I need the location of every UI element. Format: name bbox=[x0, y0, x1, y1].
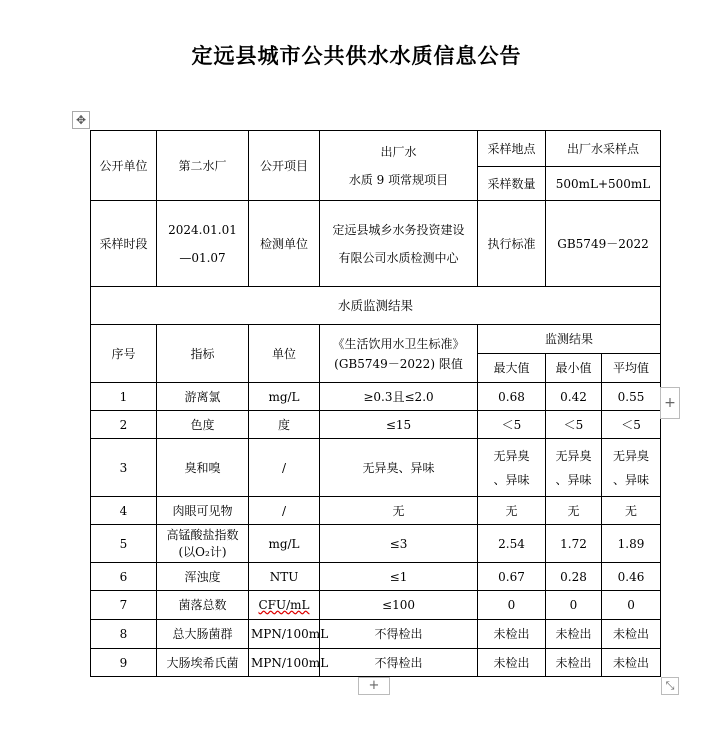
row-indicator: 臭和嗅 bbox=[157, 439, 249, 497]
project-label: 公开项目 bbox=[249, 131, 320, 201]
table-row bbox=[91, 525, 661, 563]
row-seq: 2 bbox=[91, 411, 157, 439]
row-avg: 未检出 bbox=[602, 620, 661, 649]
row-limit: ≤15 bbox=[320, 411, 478, 439]
project-line2: 水质 9 项常规项目 bbox=[348, 172, 449, 187]
table-resize-icon[interactable]: ⤡ bbox=[661, 677, 679, 695]
row-limit: ≤100 bbox=[320, 591, 478, 620]
table-row bbox=[91, 383, 661, 411]
row-max: 2.54 bbox=[478, 525, 546, 563]
row-avg bbox=[602, 439, 661, 497]
row-max: 0.67 bbox=[478, 563, 546, 591]
row-min-line1: 无异臭 bbox=[555, 448, 592, 463]
row-min: 1.72 bbox=[546, 525, 602, 563]
row-seq: 6 bbox=[91, 563, 157, 591]
row-max: 未检出 bbox=[478, 649, 546, 677]
publisher-value: 第二水厂 bbox=[157, 131, 249, 201]
header-min: 最小值 bbox=[546, 354, 602, 383]
period-value bbox=[157, 201, 249, 287]
row-unit: NTU bbox=[249, 563, 320, 591]
lab-label: 检测单位 bbox=[249, 201, 320, 287]
row-indicator: 肉眼可见物 bbox=[157, 497, 249, 525]
header-unit: 单位 bbox=[249, 325, 320, 383]
row-seq: 4 bbox=[91, 497, 157, 525]
row-avg: 1.89 bbox=[602, 525, 661, 563]
row-avg-line2: 、异味 bbox=[613, 472, 650, 487]
row-min: 未检出 bbox=[546, 649, 602, 677]
row-max-line1: 无异臭 bbox=[493, 448, 530, 463]
header-results: 监测结果 bbox=[478, 325, 661, 354]
period-line1: 2024.01.01 bbox=[168, 222, 237, 237]
row-max: 无 bbox=[478, 497, 546, 525]
add-row-icon[interactable]: + bbox=[358, 677, 390, 695]
lab-line1: 定远县城乡水务投资建设 bbox=[332, 222, 465, 237]
header-max: 最大值 bbox=[478, 354, 546, 383]
row-avg: 0.46 bbox=[602, 563, 661, 591]
row-avg-line1: 无异臭 bbox=[613, 448, 650, 463]
row-min: 未检出 bbox=[546, 620, 602, 649]
row-unit: MPN/100mL bbox=[249, 620, 320, 649]
row-seq: 3 bbox=[91, 439, 157, 497]
row-limit: ≤3 bbox=[320, 525, 478, 563]
row-max: 0.68 bbox=[478, 383, 546, 411]
header-avg: 平均值 bbox=[602, 354, 661, 383]
row-indicator: 总大肠菌群 bbox=[157, 620, 249, 649]
row-unit: mg/L bbox=[249, 525, 320, 563]
table-row bbox=[91, 563, 661, 591]
row-seq: 7 bbox=[91, 591, 157, 620]
row-unit: MPN/100mL bbox=[249, 649, 320, 677]
row-seq: 9 bbox=[91, 649, 157, 677]
table-row bbox=[91, 439, 661, 497]
row-indicator-line2: (以O₂计) bbox=[178, 544, 227, 559]
header-limit bbox=[320, 325, 478, 383]
row-min: ＜5 bbox=[546, 411, 602, 439]
water-quality-table bbox=[90, 130, 661, 677]
table-row bbox=[91, 497, 661, 525]
qty-label: 采样数量 bbox=[478, 167, 546, 201]
period-line2: —01.07 bbox=[179, 250, 226, 265]
page-title: 定远县城市公共供水水质信息公告 bbox=[191, 43, 522, 68]
row-avg: 未检出 bbox=[602, 649, 661, 677]
row-indicator: 菌落总数 bbox=[157, 591, 249, 620]
row-seq: 1 bbox=[91, 383, 157, 411]
row-min bbox=[546, 439, 602, 497]
lab-value bbox=[320, 201, 478, 287]
standard-label: 执行标准 bbox=[478, 201, 546, 287]
row-indicator: 游离氯 bbox=[157, 383, 249, 411]
row-min-line2: 、异味 bbox=[555, 472, 592, 487]
header-limit-line1: 《生活饮用水卫生标准》 bbox=[332, 336, 465, 351]
row-avg: 无 bbox=[602, 497, 661, 525]
row-seq: 5 bbox=[91, 525, 157, 563]
row-limit: ≥0.3且≤2.0 bbox=[320, 383, 478, 411]
row-limit: 不得检出 bbox=[320, 649, 478, 677]
add-column-icon[interactable]: + bbox=[660, 387, 680, 419]
table-row bbox=[91, 591, 661, 620]
row-unit: / bbox=[249, 439, 320, 497]
row-avg: 0 bbox=[602, 591, 661, 620]
publisher-label: 公开单位 bbox=[91, 131, 157, 201]
row-indicator bbox=[157, 525, 249, 563]
section-title: 水质监测结果 bbox=[91, 287, 661, 325]
header-indicator: 指标 bbox=[157, 325, 249, 383]
project-value bbox=[320, 131, 478, 201]
row-min: 0.28 bbox=[546, 563, 602, 591]
row-unit: mg/L bbox=[249, 383, 320, 411]
row-indicator-line1: 高锰酸盐指数 bbox=[166, 527, 239, 542]
row-indicator: 浑浊度 bbox=[157, 563, 249, 591]
row-limit: 不得检出 bbox=[320, 620, 478, 649]
row-avg: 0.55 bbox=[602, 383, 661, 411]
row-max: 0 bbox=[478, 591, 546, 620]
row-max: 未检出 bbox=[478, 620, 546, 649]
row-unit: 度 bbox=[249, 411, 320, 439]
table-row bbox=[91, 411, 661, 439]
row-min: 0 bbox=[546, 591, 602, 620]
row-max: ＜5 bbox=[478, 411, 546, 439]
row-indicator: 色度 bbox=[157, 411, 249, 439]
table-move-icon[interactable]: ✥ bbox=[72, 111, 90, 129]
row-seq: 8 bbox=[91, 620, 157, 649]
row-min: 无 bbox=[546, 497, 602, 525]
row-unit: CFU/mL bbox=[249, 591, 320, 620]
row-max bbox=[478, 439, 546, 497]
row-min: 0.42 bbox=[546, 383, 602, 411]
header-limit-line2: (GB5749－2022) 限值 bbox=[334, 356, 463, 371]
row-limit: 无异臭、异味 bbox=[320, 439, 478, 497]
row-max-line2: 、异味 bbox=[493, 472, 530, 487]
project-line1: 出厂水 bbox=[380, 144, 417, 159]
row-indicator: 大肠埃希氏菌 bbox=[157, 649, 249, 677]
table-row bbox=[91, 649, 661, 677]
row-limit: 无 bbox=[320, 497, 478, 525]
row-unit: / bbox=[249, 497, 320, 525]
site-label: 采样地点 bbox=[478, 131, 546, 167]
qty-value: 500mL+500mL bbox=[546, 167, 661, 201]
lab-line2: 有限公司水质检测中心 bbox=[338, 250, 459, 265]
header-seq: 序号 bbox=[91, 325, 157, 383]
standard-value: GB5749－2022 bbox=[546, 201, 661, 287]
row-avg: ＜5 bbox=[602, 411, 661, 439]
period-label: 采样时段 bbox=[91, 201, 157, 287]
site-value: 出厂水采样点 bbox=[546, 131, 661, 167]
row-limit: ≤1 bbox=[320, 563, 478, 591]
table-row bbox=[91, 620, 661, 649]
